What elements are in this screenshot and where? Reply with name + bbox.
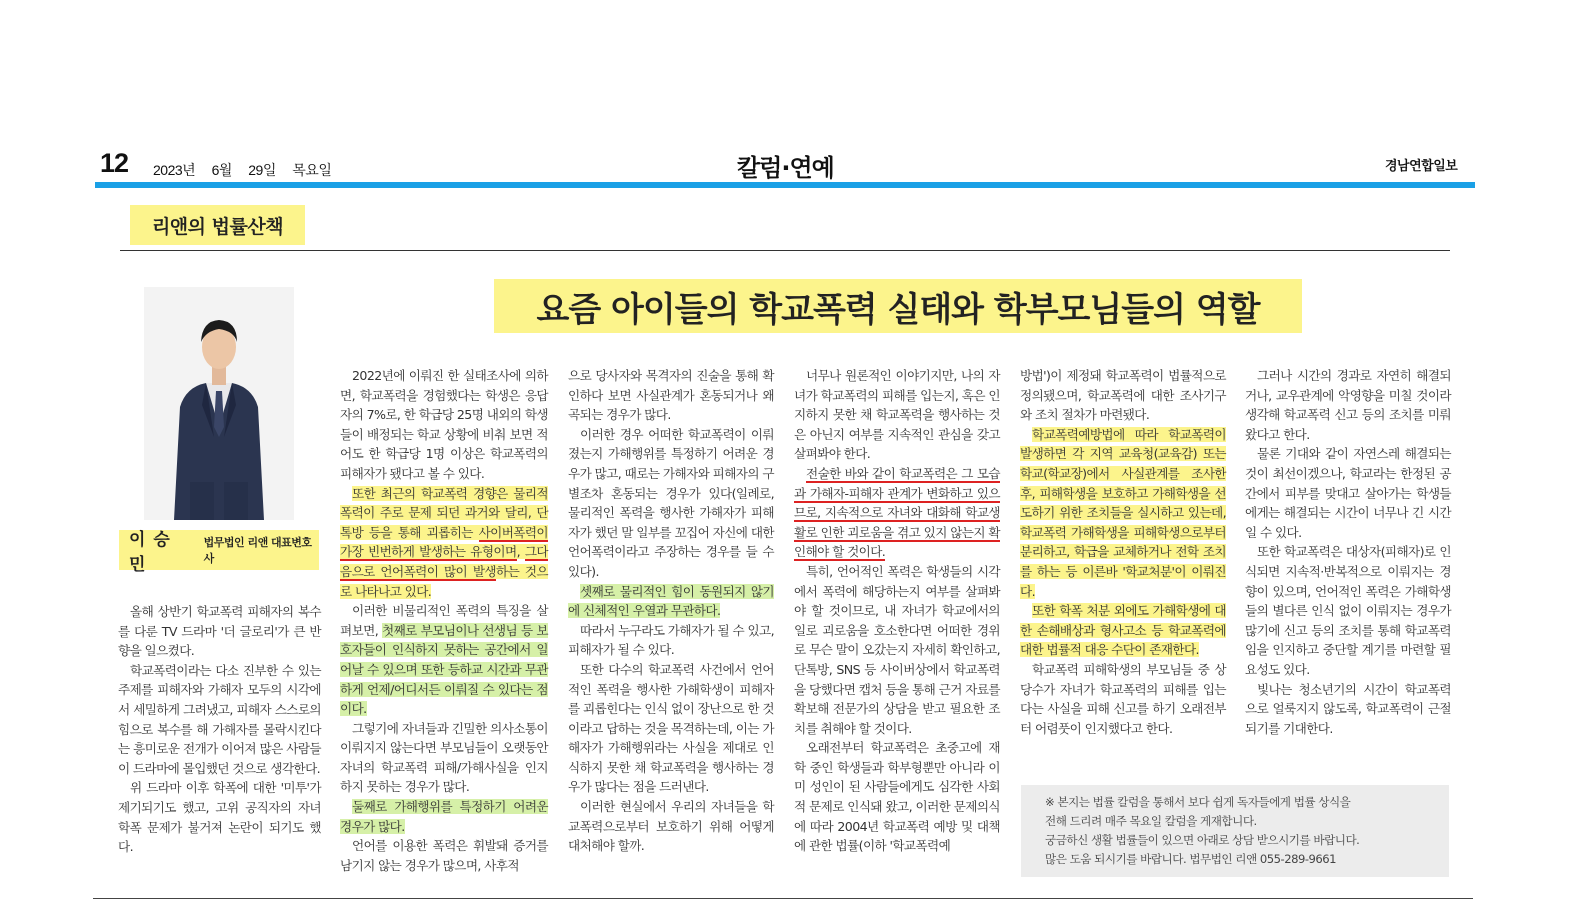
highlight-text: 둘째로 가해행위를 특정하기 어려운 경우가 많다. (340, 799, 548, 834)
paragraph: 물론 기대와 같이 자연스레 해결되는 것이 최선이겠으나, 학교라는 한정된 공간에서 피부를 맞대고 살아가는 학생들에게는 해결되는 시간이 너무나 긴 시간일 수 있다. (1245, 446, 1451, 540)
notice-line: ※ 본지는 법률 칼럼을 통해서 보다 쉽게 독자들에게 법률 상식을 (1045, 795, 1351, 809)
paragraph: 빛나는 청소년기의 시간이 학교폭력으로 얼룩지지 않도록, 학교폭력이 근절되기를 기대한다. (1245, 681, 1451, 736)
notice-line: 많은 도움 되시기를 바랍니다. 법무법인 리앤 055-289-9661 (1045, 852, 1337, 866)
paragraph (794, 464, 1000, 562)
date-weekday: 목요일 (292, 162, 332, 178)
article-column-2 (340, 366, 548, 875)
header-rule (95, 182, 1475, 188)
paragraph (1020, 601, 1226, 660)
paragraph: 또한 다수의 학교폭력 사건에서 언어적인 폭력을 행사한 가해학생이 피해자를 괴롭힌다는 인식 없이 장난으로 한 것이라고 답하는 것을 목격하는데, 이는 가해자가 가해행위라는 사실을 제대로 인식하지 못한 채 학교폭력을 행사하는 경우가 많다는 점을 드러낸다. (568, 661, 774, 795)
author-title: 법무법인 리앤 대표변호사 (203, 536, 312, 565)
article-column-3 (568, 366, 774, 856)
paragraph: 2022년에 이뤄진 한 실태조사에 의하면, 학교폭력을 경험했다는 학생은 응답자의 7%로, 한 학급당 25명 내외의 학생들이 배정되는 학교 상황에 비춰 보면 적어도 한 학급당 1명 이상은 학교폭력의 피해자가 됐다고 볼 수 있다. (340, 368, 548, 481)
highlight-text: 학교폭력예방법에 따라 학교폭력이 발생하면 각 지역 교육청(교육감) 또는 학교(학교장)에서 사실관계를 조사한 후, 피해학생을 보호하고 가해학생을 선도하기 위한 조치들을 실시하고 있는데, 학교폭력 가해학생을 피해학생으로부터 분리하고, 학급을 교체하거나 전학 조치를 하는 등 이른바 '학교처분'이 이뤄진다. (1020, 426, 1226, 599)
date-month: 6월 (211, 162, 232, 178)
notice-line: 전해 드리려 매주 목요일 칼럼을 게재합니다. (1045, 814, 1257, 828)
paragraph-text: 이러한 비물리적인 폭력의 특징을 살펴보면, (340, 603, 548, 638)
underlined-text: 그다음으로 언어폭력이 많이 발생 (340, 544, 548, 579)
highlight-text: 또한 학폭 처분 외에도 가해학생에 대한 손해배상과 형사고소 등 학교폭력에 대한 법률적 대응 수단이 존재한다. (1020, 603, 1226, 658)
article-column-1 (118, 602, 321, 857)
article-column-6 (1245, 366, 1451, 738)
date-year: 2023년 (153, 162, 196, 178)
paragraph: 그러나 시간의 경과로 자연히 해결되거나, 교우관계에 악영향을 미칠 것이라 생각해 학교폭력 신고 등의 조치를 미뤄왔다고 한다. (1245, 368, 1451, 442)
paragraph (568, 582, 774, 621)
paragraph-highlighted (340, 484, 548, 602)
paragraph: 따라서 누구라도 가해자가 될 수 있고, 피해자가 될 수 있다. (568, 622, 774, 658)
footer-rule (93, 898, 1473, 899)
paragraph: 오래전부터 학교폭력은 초중고에 재학 중인 학생들과 학부형뿐만 아니라 이미 성인이 된 사람들에게도 심각한 사회적 문제로 인식돼 왔고, 이러한 문제의식에 따라 2004년 학교폭력 예방 및 대책에 관한 법률(이하 '학교폭력예 (794, 740, 1000, 854)
author-byline (119, 530, 319, 575)
newspaper-name: 경남연합일보 (1385, 159, 1458, 174)
author-photo (144, 287, 294, 520)
issue-date (153, 160, 344, 180)
underlined-text: 전술한 바와 같이 학교폭력은 그 모습과 가해자-피해자 관계가 변화하고 있으므로, 지속적으로 자녀와 대화해 학교생활로 인한 괴로움을 겪고 있지 않는지 확인해야 할 것이다. (794, 465, 1000, 560)
paragraph: 학교폭력이라는 다소 진부한 수 있는 주제를 피해자와 가해자 모두의 시각에서 세밀하게 그려냈고, 피해자 스스로의 힘으로 복수를 해 가해자를 몰락시킨다는 흥미로운 전개가 이어져 많은 사람들이 드라마에 몰입했던 것으로 생각한다. (118, 662, 321, 776)
paragraph: 올해 상반기 학교폭력 피해자의 복수를 다룬 TV 드라마 '더 글로리'가 큰 반향을 일으켰다. (118, 604, 321, 659)
paragraph: 학교폭력 피해학생의 부모님들 중 상당수가 자녀가 학교폭력의 피해를 입는다는 사실을 피해 신고를 하기 오래전부터 어렴풋이 인지했다고 한다. (1020, 661, 1226, 736)
highlight-text: 또한 최근의 학교폭력 경향은 물리적 폭력이 주로 문제 되던 과거와 달리, 단톡방 등을 통해 괴롭히는 (340, 485, 548, 540)
highlight-text: 하는 것으로 나타나고 있다. (340, 563, 548, 599)
notice-line: 궁금하신 생활 법률들이 있으면 아래로 상담 받으시기를 바랍니다. (1045, 833, 1360, 847)
paragraph (340, 601, 548, 719)
paragraph: 또한 학교폭력은 대상자(피해자)로 인식되면 지속적·반복적으로 이뤄지는 경향이 있으며, 언어적인 폭력은 가해학생들의 별다른 인식 없이 이뤄지는 경우가 많기에 신고 등의 조치를 통해 학교폭력임을 인지하고 중단할 계기를 마련할 필요성도 있다. (1245, 544, 1451, 677)
paragraph: 방법')이 제정돼 학교폭력이 법률적으로 정의됐으며, 학교폭력에 대한 조사기구와 조치 절차가 마련됐다. (1020, 368, 1226, 423)
column-notice-box (1021, 785, 1449, 877)
underlined-text: 사이버폭력이 가장 빈번하게 발생하는 유형이며 (340, 524, 548, 560)
section-title: 칼럼·연예 (737, 154, 834, 182)
paragraph: 이러한 현실에서 우리의 자녀들을 학교폭력으로부터 보호하기 위해 어떻게 대처해야 할까. (568, 799, 774, 854)
highlight-text: , (516, 544, 525, 560)
author-name: 이 승 민 (129, 530, 171, 575)
paragraph: 그렇기에 자녀들과 긴밀한 의사소통이 이뤄지지 않는다면 부모님들이 오랫동안 자녀의 학교폭력 피해/가해사실을 인지하지 못하는 경우가 많다. (340, 720, 548, 795)
paragraph: 으로 당사자와 목격자의 진술을 통해 확인하다 보면 사실관계가 혼동되거나 왜곡되는 경우가 많다. (568, 368, 774, 423)
paragraph (1020, 425, 1226, 601)
article-column-5 (1020, 366, 1226, 738)
paragraph: 특히, 언어적인 폭력은 학생들의 시각에서 폭력에 해당하는지 여부를 살펴봐야 할 것이므로, 내 자녀가 학교에서의 일로 괴로움을 호소한다면 어떠한 경위로 무슨 말이 오갔는지 자세히 확인하고, 단톡방, SNS 등 사이버상에서 학교폭력을 당했다면 캡처 등을 통해 근거 자료를 확보해 전문가의 상담을 받고 필요한 조치를 취해야 할 것이다. (794, 563, 1000, 736)
date-day: 29일 (248, 162, 276, 178)
paragraph (340, 797, 548, 836)
highlight-text: 셋째로 물리적인 힘이 동원되지 않기에 신체적인 우열과 무관하다. (568, 583, 774, 619)
highlight-text: 첫째로 부모님이나 선생님 등 보호자들이 인식하지 못하는 공간에서 일어날 수 있으며 또한 등하교 시간과 무관하게 언제/어디서든 이뤄질 수 있다는 점이다. (340, 622, 548, 717)
article-column-4 (794, 366, 1000, 856)
paragraph: 이러한 경우 어떠한 학교폭력이 이뤄졌는지 가해행위를 특정하기 어려운 경우가 많고, 때로는 가해자와 피해자의 구별조차 혼동되는 경우가 있다(일례로, 물리적인 폭력을 행사한 가해자가 피해자가 했던 말 일부를 꼬집어 자신에 대한 언어폭력이라고 주장하는 경우를 들 수 있다). (568, 426, 774, 579)
page-number: 12 (100, 148, 129, 178)
column-name-badge: 리앤의 법률산책 (130, 205, 305, 245)
article-headline: 요즘 아이들의 학교폭력 실태와 학부모님들의 역할 (494, 279, 1302, 333)
paragraph: 위 드라마 이후 학폭에 대한 '미투'가 제기되기도 했고, 고위 공직자의 자녀 학폭 문제가 불거져 논란이 되기도 했다. (118, 780, 321, 855)
paragraph: 언어를 이용한 폭력은 휘발돼 증거를 남기지 않는 경우가 많으며, 사후적 (340, 838, 548, 873)
paragraph: 너무나 원론적인 이야기지만, 나의 자녀가 학교폭력의 피해를 입는지, 혹은 인지하지 못한 채 학교폭력을 행사하는 것은 아닌지 여부를 지속적인 관심을 갖고 살펴봐야 한다. (794, 368, 1000, 462)
divider (120, 250, 1450, 251)
